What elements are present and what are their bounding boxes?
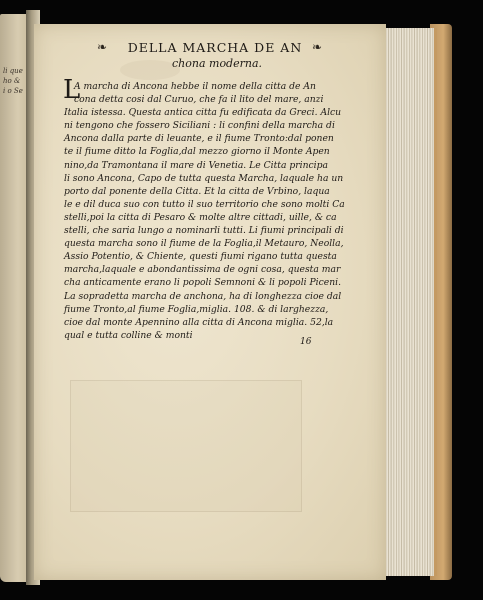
- text-line: cioe dal monte Apennino alla citta di Ancona miglia. 52,la: [64, 316, 334, 328]
- page-block-edges: [384, 28, 437, 576]
- text-line: nino,da Tramontana il mare di Venetia. Le Citta principa: [64, 159, 328, 171]
- paper-stain: [120, 60, 180, 80]
- text-line: marcha,laquale e abondantissima de ogni cosa, questa mar: [64, 264, 341, 276]
- left-page-line: ho &: [3, 77, 21, 85]
- page-number: 16: [300, 337, 312, 347]
- fleuron-left-icon: ❧: [97, 40, 108, 54]
- text-line: porto dal ponente della Citta. Et la citta de Vrbino, laqua: [64, 185, 330, 197]
- text-line: li sono Ancona, Capo de tutta questa Marcha, laquale ha un: [64, 172, 344, 184]
- text-line: Ancona dalla parte di leuante, e il fiume Tronto:dal ponen: [64, 133, 334, 145]
- text-line: cona detta cosi dal Curuo, che fa il lito del mare, anzi: [74, 94, 324, 106]
- text-line: A marcha di Ancona hebbe il nome della citta de An: [74, 81, 316, 92]
- text-line: qual e tutta colline & monti: [64, 329, 193, 341]
- show-through-map: [70, 380, 302, 512]
- text-line: cha anticamente erano li popoli Semnoni & li popoli Piceni.: [64, 277, 341, 289]
- text-line: questa marcha sono il fiume de la Foglia,il Metauro, Neolla,: [64, 238, 344, 250]
- page-subtitle: chona moderna.: [172, 57, 263, 70]
- left-page-fragments: [3, 66, 25, 96]
- text-line: stelli,poi la citta di Pesaro & molte altre cittadi, uille, & ca: [64, 211, 337, 223]
- text-line: stelli, che saria lungo a nominarli tutti. Li fiumi principali di: [64, 225, 344, 237]
- page-title: DELLA MARCHA DE AN: [127, 40, 303, 55]
- fleuron-right-icon: ❧: [312, 40, 323, 54]
- text-line: te il fiume ditto la Foglia,dal mezzo giorno il Monte Apen: [64, 146, 330, 158]
- text-line: Italia istessa. Questa antica citta fu edificata da Greci. Alcu: [64, 107, 342, 119]
- text-line: ni tengono che fossero Siciliani : li confini della marcha di: [64, 120, 335, 132]
- left-page-line: li que: [3, 67, 23, 75]
- left-page-line: i o Se: [3, 87, 23, 95]
- text-line: fiume Tronto,al fiume Foglia,miglia. 108. & di larghezza,: [64, 303, 329, 315]
- text-line: le e dil duca suo con tutto il suo territorio che sono molti Ca: [64, 198, 345, 210]
- drop-cap: L: [63, 75, 81, 105]
- body-text: [64, 80, 364, 342]
- text-line: La sopradetta marcha de anchona, ha di longhezza cioe dal: [64, 290, 342, 302]
- text-line: Assio Potentio, & Chiente, questi fiumi rigano tutta questa: [64, 251, 337, 263]
